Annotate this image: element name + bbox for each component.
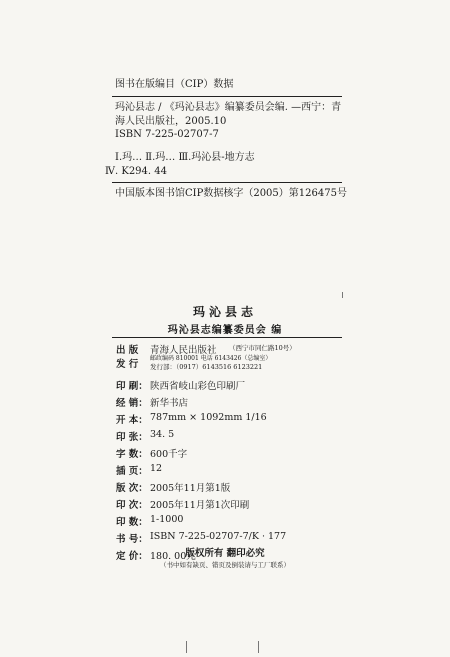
scan-speck (258, 641, 259, 653)
row-value: 陕西省岐山彩色印刷厂 (150, 381, 246, 392)
row-label: 字 数： (116, 449, 148, 460)
imprint-publisher (116, 342, 346, 372)
publisher-name: 青海人民出版社 (150, 345, 217, 356)
row-label: 插 页： (116, 466, 148, 477)
row-label: 印 数： (116, 517, 148, 528)
row-label: 印 刷： (116, 381, 148, 392)
row-value: 1-1000 (150, 514, 184, 525)
publisher-postcode: 邮政编码 810001 电话 6143426（总编室） (150, 355, 272, 362)
row-label: 开 本： (116, 415, 148, 426)
row-label: 定 价： (116, 551, 148, 562)
scan-speck (342, 292, 343, 298)
cip-heading: 图书在版编目（CIP）数据 (115, 79, 234, 90)
row-value: 2005年11月第1版 (150, 483, 231, 494)
cip-record-number: 中国版本图书馆CIP数据核字（2005）第126475号 (115, 188, 347, 199)
rights-statement: 版权所有 翻印必究 (185, 548, 265, 559)
row-value: 600千字 (150, 449, 188, 460)
book-editor: 玛沁县志编纂委员会 编 (167, 325, 283, 336)
divider-line (112, 337, 342, 338)
row-label: 书 号： (116, 534, 148, 545)
cip-isbn: ISBN 7-225-02707-7 (115, 129, 219, 140)
divider-line (112, 182, 342, 183)
cip-line: 海人民出版社，2005.10 (115, 116, 227, 127)
row-label: 版 次： (116, 483, 148, 494)
book-title: 玛沁县志 (192, 305, 257, 319)
row-value: 12 (150, 463, 163, 474)
row-value: 34. 5 (150, 429, 175, 440)
distributor-label: 发 行 (116, 359, 139, 370)
cip-classification: Ⅳ. K294. 44 (105, 166, 167, 177)
row-label: 经 销： (116, 398, 148, 409)
publisher-label: 出 版 (116, 345, 139, 356)
row-value: 新华书店 (150, 398, 189, 409)
row-label: 印 次： (116, 500, 148, 511)
row-value: 787mm × 1092mm 1/16 (150, 412, 267, 423)
cip-subjects: Ⅰ.玛… Ⅱ.玛… Ⅲ.玛沁县-地方志 (115, 152, 255, 163)
row-value: ISBN 7-225-02707-7/K · 177 (150, 531, 287, 542)
row-label: 印 张： (116, 432, 148, 443)
publisher-phone: 发行部：（0917）6143516 6123221 (150, 363, 263, 371)
cip-line: 玛沁县志 / 《玛沁县志》编纂委员会编. —西宁：青 (115, 102, 342, 113)
scan-speck (186, 641, 187, 653)
row-value: 180. 00元 (150, 551, 196, 562)
divider-line (112, 96, 342, 97)
defect-notice: （书中如有缺页、错页及倒装请与工厂联系） (160, 561, 290, 569)
row-value: 2005年11月第1次印刷 (150, 500, 250, 511)
publisher-address: （西宁市同仁路10号） (229, 344, 296, 352)
